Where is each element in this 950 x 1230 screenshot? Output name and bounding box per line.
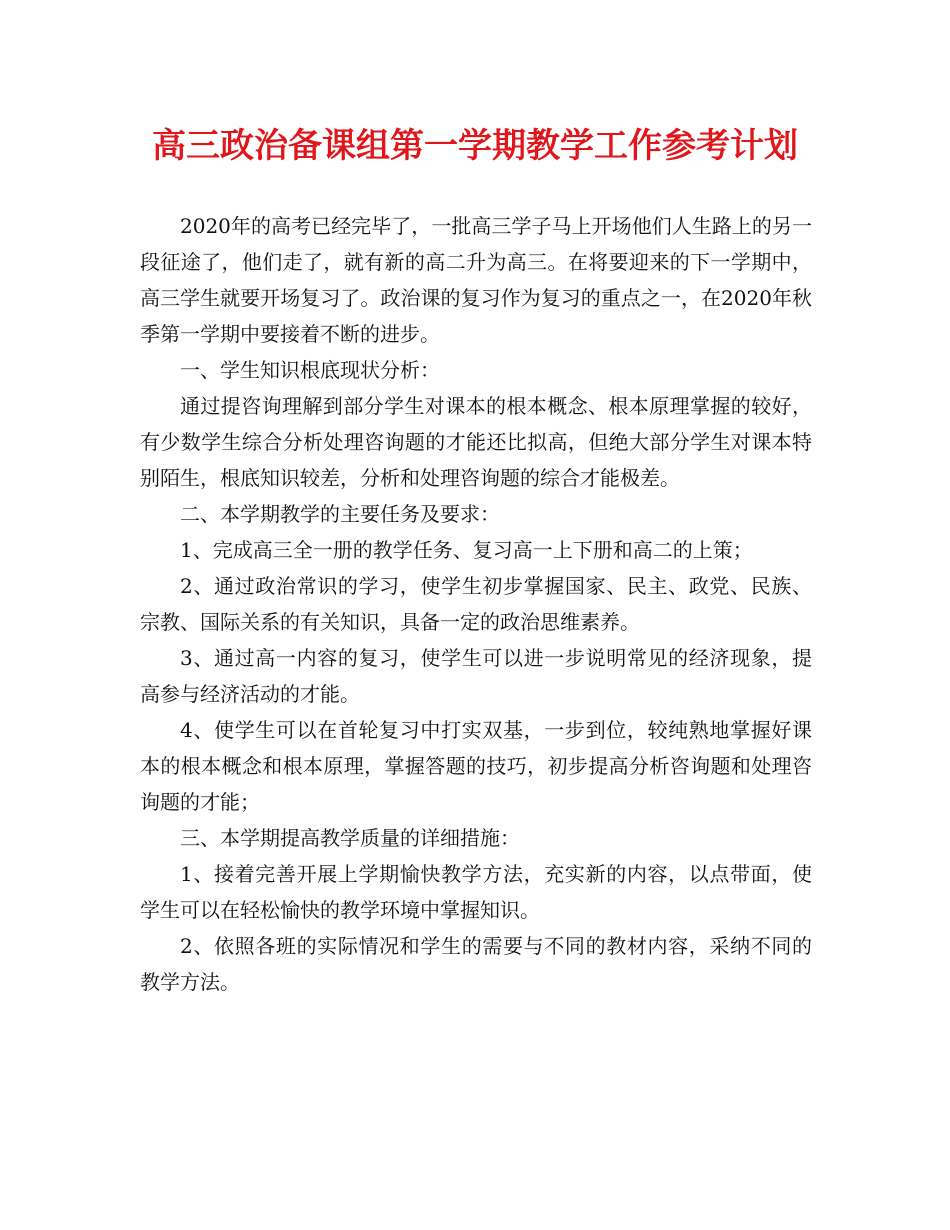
- task-item-4: 4、使学生可以在首轮复习中打实双基，一步到位，较纯熟地掌握好课本的根本概念和根本原理，掌握答题的技巧，初步提高分析咨询题和处理咨询题的才能；: [140, 718, 812, 814]
- paragraph-intro: 2020年的高考已经完毕了，一批高三学子马上开场他们人生路上的另一段征途了，他们走了，就有新的高二升为高三。在将要迎来的下一学期中，高三学生就要开场复习了。政治课的复习作为复习的重点之一，在2020年秋季第一学期中要接着不断的进步。: [140, 214, 812, 346]
- task-item-2: 2、通过政治常识的学习，使学生初步掌握国家、民主、政党、民族、宗教、国际关系的有关知识，具备一定的政治思维素养。: [140, 574, 812, 634]
- task-item-1: 1、完成高三全一册的教学任务、复习高一上下册和高二的上策；: [180, 538, 753, 562]
- paragraph-analysis: 通过提咨询理解到部分学生对课本的根本概念、根本原理掌握的较好，有少数学生综合分析处理咨询题的才能还比拟高，但绝大部分学生对课本特别陌生，根底知识较差，分析和处理咨询题的综合才能极差。: [140, 394, 812, 490]
- section-heading-1: 一、学生知识根底现状分析：: [180, 358, 440, 382]
- task-item-3: 3、通过高一内容的复习，使学生可以进一步说明常见的经济现象，提高参与经济活动的才能。: [140, 646, 812, 706]
- section-heading-3: 三、本学期提高教学质量的详细措施：: [180, 826, 520, 850]
- document-body: [140, 208, 812, 1000]
- section-heading-2: 二、本学期教学的主要任务及要求：: [180, 502, 500, 526]
- measure-item-2: 2、依照各班的实际情况和学生的需要与不同的教材内容，采纳不同的教学方法。: [140, 934, 812, 994]
- measure-item-1: 1、接着完善开展上学期愉快教学方法，充实新的内容，以点带面，使学生可以在轻松愉快的教学环境中掌握知识。: [140, 862, 812, 922]
- document-title: 高三政治备课组第一学期教学工作参考计划: [152, 126, 798, 166]
